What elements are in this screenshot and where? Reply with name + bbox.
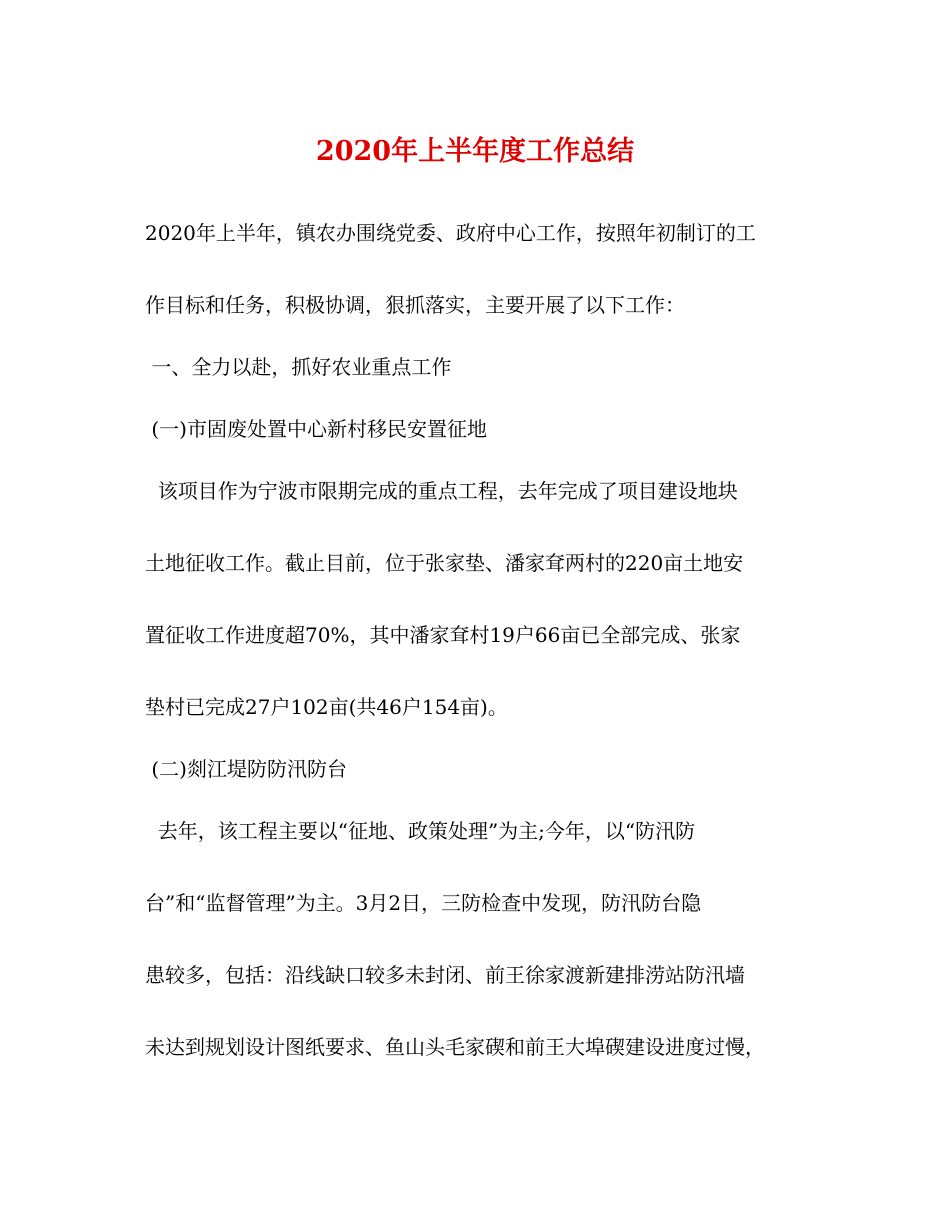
body-line-7: 去年，该工程主要以“征地、政策处理”为主;今年，以“防汛防 [145,819,696,843]
section-heading-1: 一、全力以赴，抓好农业重点工作 [145,355,452,379]
body-line-9: 患较多，包括：沿线缺口较多未封闭、前王徐家渡新建排涝站防汛墙 [145,963,745,987]
body-line-10: 未达到规划设计图纸要求、鱼山头毛家碶和前王大埠碶建设进度过慢， [145,1035,765,1059]
subsection-heading-1: (一)市固废处置中心新村移民安置征地 [145,417,487,441]
body-line-6: 垫村已完成27户102亩(共46户154亩)。 [145,695,508,719]
body-line-3: 该项目作为宁波市限期完成的重点工程，去年完成了项目建设地块 [145,479,738,503]
document-title: 2020年上半年度工作总结 [315,136,635,167]
body-line-2: 作目标和任务，积极协调，狠抓落实，主要开展了以下工作： [145,293,685,317]
subsection-heading-2: (二)剡江堤防防汛防台 [145,757,347,781]
body-line-1: 2020年上半年，镇农办围绕党委、政府中心工作，按照年初制订的工 [145,221,756,245]
body-line-4: 土地征收工作。截止目前，位于张家垫、潘家耷两村的220亩土地安 [145,551,744,575]
body-line-8: 台”和“监督管理”为主。3月2日，三防检查中发现，防汛防台隐 [145,891,702,915]
body-line-5: 置征收工作进度超70%，其中潘家耷村19户66亩已全部完成、张家 [145,623,741,647]
